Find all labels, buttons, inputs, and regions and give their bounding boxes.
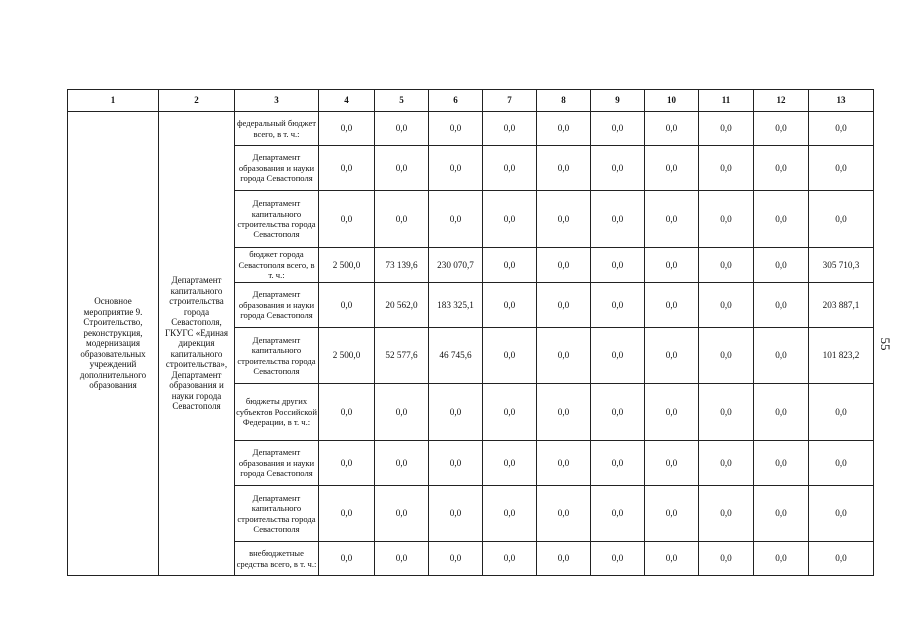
value-cell: 0,0 bbox=[483, 248, 537, 283]
value-cell: 0,0 bbox=[319, 191, 375, 248]
value-cell: 0,0 bbox=[537, 248, 591, 283]
value-cell: 0,0 bbox=[645, 441, 699, 486]
value-cell: 0,0 bbox=[809, 441, 874, 486]
value-cell: 203 887,1 bbox=[809, 283, 874, 328]
value-cell: 0,0 bbox=[591, 112, 645, 146]
value-cell: 0,0 bbox=[754, 191, 809, 248]
value-cell: 0,0 bbox=[645, 191, 699, 248]
value-cell: 0,0 bbox=[483, 328, 537, 384]
activity-name-cell: Основное мероприятие 9. Строительство, реконструкция, модернизация образовательных учреждений дополнительного образования bbox=[68, 112, 159, 576]
column-header-8: 8 bbox=[537, 90, 591, 112]
value-cell: 0,0 bbox=[375, 542, 429, 576]
value-cell: 0,0 bbox=[699, 112, 754, 146]
value-cell: 0,0 bbox=[754, 384, 809, 441]
value-cell: 0,0 bbox=[537, 486, 591, 542]
value-cell: 0,0 bbox=[319, 441, 375, 486]
value-cell: 0,0 bbox=[429, 191, 483, 248]
value-cell: 0,0 bbox=[483, 384, 537, 441]
value-cell: 0,0 bbox=[809, 191, 874, 248]
value-cell: 0,0 bbox=[537, 441, 591, 486]
value-cell: 0,0 bbox=[591, 486, 645, 542]
funding-source-cell: внебюджетные средства всего, в т. ч.: bbox=[235, 542, 319, 576]
value-cell: 183 325,1 bbox=[429, 283, 483, 328]
value-cell: 0,0 bbox=[483, 191, 537, 248]
value-cell: 0,0 bbox=[429, 146, 483, 191]
value-cell: 20 562,0 bbox=[375, 283, 429, 328]
column-header-7: 7 bbox=[483, 90, 537, 112]
value-cell: 0,0 bbox=[483, 486, 537, 542]
value-cell: 0,0 bbox=[375, 112, 429, 146]
value-cell: 0,0 bbox=[809, 486, 874, 542]
value-cell: 0,0 bbox=[754, 283, 809, 328]
page-number: 55 bbox=[878, 337, 893, 351]
column-header-10: 10 bbox=[645, 90, 699, 112]
value-cell: 305 710,3 bbox=[809, 248, 874, 283]
value-cell: 0,0 bbox=[591, 328, 645, 384]
column-header-1: 1 bbox=[68, 90, 159, 112]
value-cell: 0,0 bbox=[319, 384, 375, 441]
value-cell: 0,0 bbox=[699, 384, 754, 441]
value-cell: 0,0 bbox=[809, 542, 874, 576]
column-header-4: 4 bbox=[319, 90, 375, 112]
value-cell: 0,0 bbox=[483, 283, 537, 328]
value-cell: 101 823,2 bbox=[809, 328, 874, 384]
value-cell: 0,0 bbox=[809, 112, 874, 146]
funding-source-cell: бюджеты других субъектов Российской Федерации, в т. ч.: bbox=[235, 384, 319, 441]
value-cell: 0,0 bbox=[645, 328, 699, 384]
value-cell: 0,0 bbox=[429, 112, 483, 146]
value-cell: 0,0 bbox=[429, 486, 483, 542]
value-cell: 0,0 bbox=[754, 542, 809, 576]
value-cell: 46 745,6 bbox=[429, 328, 483, 384]
value-cell: 0,0 bbox=[699, 283, 754, 328]
value-cell: 0,0 bbox=[483, 441, 537, 486]
value-cell: 0,0 bbox=[754, 112, 809, 146]
value-cell: 0,0 bbox=[699, 441, 754, 486]
funding-source-cell: Департамент образования и науки города Севастополя bbox=[235, 441, 319, 486]
value-cell: 0,0 bbox=[319, 283, 375, 328]
value-cell: 0,0 bbox=[699, 146, 754, 191]
value-cell: 0,0 bbox=[375, 486, 429, 542]
column-header-11: 11 bbox=[699, 90, 754, 112]
value-cell: 0,0 bbox=[537, 146, 591, 191]
value-cell: 0,0 bbox=[645, 486, 699, 542]
value-cell: 0,0 bbox=[375, 441, 429, 486]
value-cell: 0,0 bbox=[537, 542, 591, 576]
value-cell: 0,0 bbox=[537, 191, 591, 248]
funding-source-cell: Департамент капитального строительства города Севастополя bbox=[235, 486, 319, 542]
value-cell: 0,0 bbox=[537, 112, 591, 146]
value-cell: 0,0 bbox=[319, 146, 375, 191]
value-cell: 0,0 bbox=[483, 112, 537, 146]
value-cell: 0,0 bbox=[591, 441, 645, 486]
value-cell: 0,0 bbox=[591, 191, 645, 248]
value-cell: 0,0 bbox=[483, 146, 537, 191]
funding-source-cell: бюджет города Севастополя всего, в т. ч.: bbox=[235, 248, 319, 283]
value-cell: 0,0 bbox=[754, 146, 809, 191]
value-cell: 2 500,0 bbox=[319, 248, 375, 283]
value-cell: 0,0 bbox=[699, 328, 754, 384]
value-cell: 0,0 bbox=[591, 146, 645, 191]
value-cell: 0,0 bbox=[645, 384, 699, 441]
executor-cell: Департамент капитального строительства города Севастополя, ГКУГС «Единая дирекция капитального строительства», Департамент образования и науки города Севастополя bbox=[159, 112, 235, 576]
column-header-3: 3 bbox=[235, 90, 319, 112]
value-cell: 0,0 bbox=[375, 384, 429, 441]
value-cell: 0,0 bbox=[591, 283, 645, 328]
column-header-13: 13 bbox=[809, 90, 874, 112]
value-cell: 0,0 bbox=[375, 191, 429, 248]
value-cell: 0,0 bbox=[645, 542, 699, 576]
value-cell: 0,0 bbox=[429, 384, 483, 441]
value-cell: 0,0 bbox=[537, 328, 591, 384]
value-cell: 0,0 bbox=[699, 542, 754, 576]
column-header-9: 9 bbox=[591, 90, 645, 112]
value-cell: 0,0 bbox=[754, 441, 809, 486]
value-cell: 52 577,6 bbox=[375, 328, 429, 384]
value-cell: 0,0 bbox=[591, 542, 645, 576]
value-cell: 0,0 bbox=[754, 486, 809, 542]
value-cell: 0,0 bbox=[537, 283, 591, 328]
value-cell: 0,0 bbox=[699, 486, 754, 542]
value-cell: 0,0 bbox=[483, 542, 537, 576]
funding-source-cell: Департамент образования и науки города Севастополя bbox=[235, 283, 319, 328]
value-cell: 0,0 bbox=[429, 542, 483, 576]
value-cell: 0,0 bbox=[429, 441, 483, 486]
value-cell: 0,0 bbox=[319, 112, 375, 146]
column-header-6: 6 bbox=[429, 90, 483, 112]
value-cell: 0,0 bbox=[809, 146, 874, 191]
value-cell: 0,0 bbox=[645, 283, 699, 328]
value-cell: 0,0 bbox=[591, 384, 645, 441]
header-row bbox=[68, 90, 874, 112]
value-cell: 2 500,0 bbox=[319, 328, 375, 384]
value-cell: 0,0 bbox=[699, 248, 754, 283]
value-cell: 73 139,6 bbox=[375, 248, 429, 283]
value-cell: 0,0 bbox=[645, 112, 699, 146]
funding-source-cell: федеральный бюджет всего, в т. ч.: bbox=[235, 112, 319, 146]
funding-table bbox=[67, 89, 874, 576]
funding-source-cell: Департамент капитального строительства города Севастополя bbox=[235, 191, 319, 248]
value-cell: 0,0 bbox=[699, 191, 754, 248]
table-row bbox=[68, 112, 874, 146]
value-cell: 0,0 bbox=[754, 248, 809, 283]
value-cell: 0,0 bbox=[645, 248, 699, 283]
value-cell: 0,0 bbox=[375, 146, 429, 191]
value-cell: 0,0 bbox=[591, 248, 645, 283]
column-header-5: 5 bbox=[375, 90, 429, 112]
value-cell: 230 070,7 bbox=[429, 248, 483, 283]
value-cell: 0,0 bbox=[645, 146, 699, 191]
column-header-12: 12 bbox=[754, 90, 809, 112]
column-header-2: 2 bbox=[159, 90, 235, 112]
value-cell: 0,0 bbox=[319, 542, 375, 576]
value-cell: 0,0 bbox=[754, 328, 809, 384]
funding-source-cell: Департамент образования и науки города Севастополя bbox=[235, 146, 319, 191]
value-cell: 0,0 bbox=[537, 384, 591, 441]
value-cell: 0,0 bbox=[319, 486, 375, 542]
funding-source-cell: Департамент капитального строительства города Севастополя bbox=[235, 328, 319, 384]
table-body bbox=[68, 112, 874, 576]
value-cell: 0,0 bbox=[809, 384, 874, 441]
